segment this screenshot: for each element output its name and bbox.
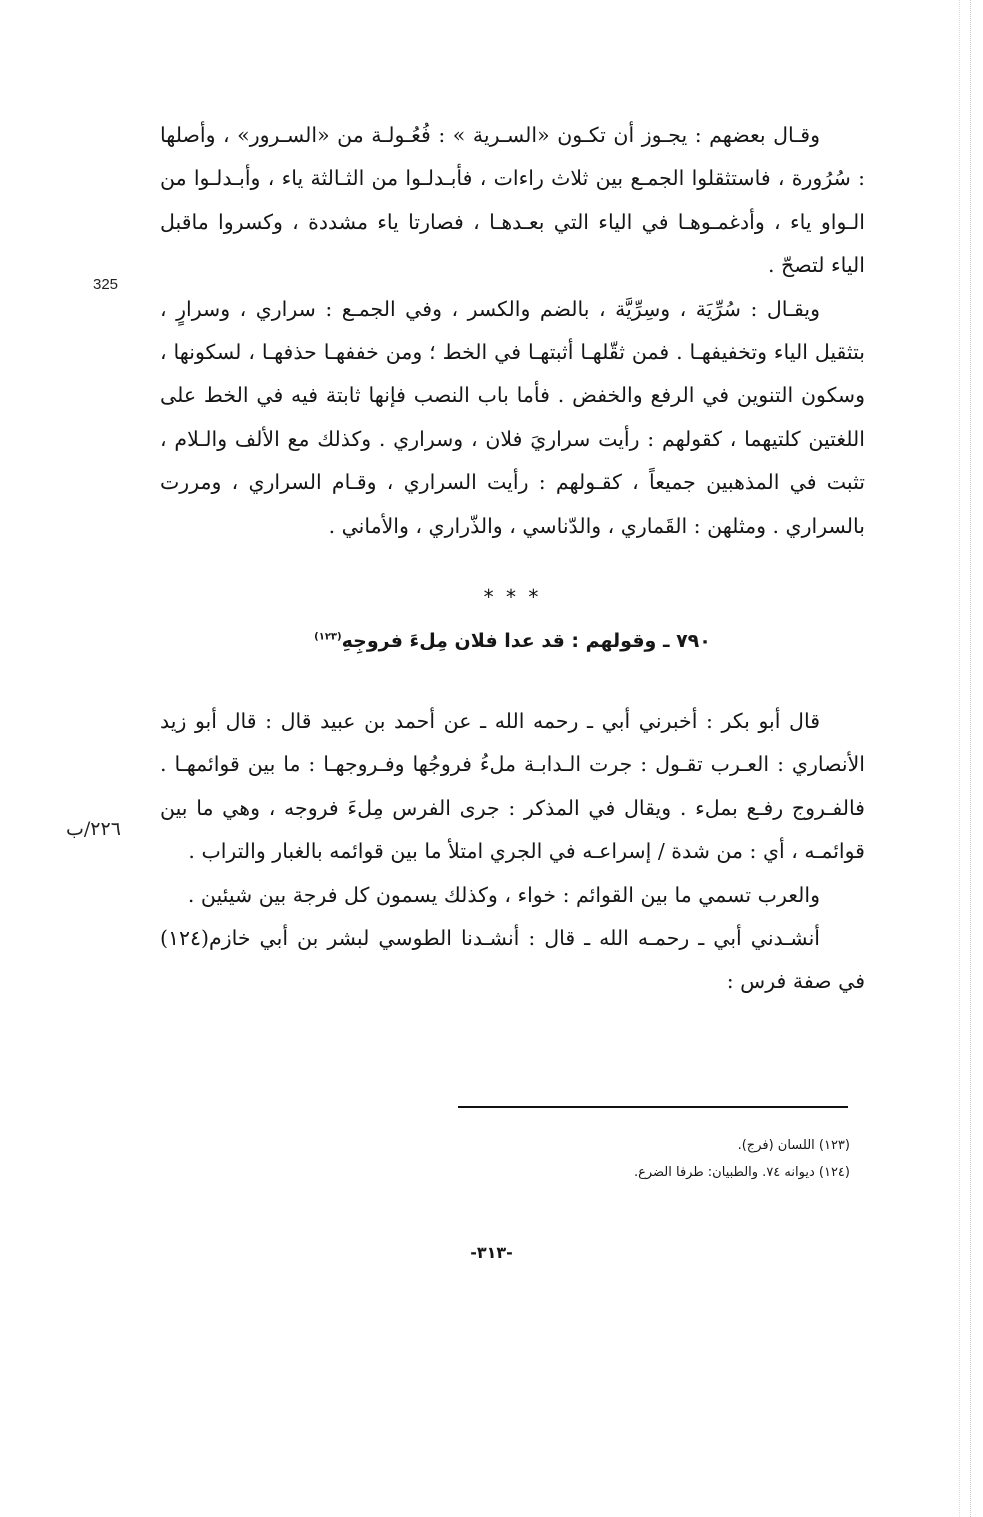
scan-edge-line	[970, 0, 971, 1517]
paragraph: أنشـدني أبي ـ رحمـه الله ـ قال : أنشـدنا الطوسي لبشر بن أبي خازم(١٢٤) في صفة فرس :	[160, 926, 865, 994]
scan-edge-line	[959, 0, 960, 1517]
footnote-reference: (١٢٣)	[314, 631, 342, 643]
footnotes	[400, 1132, 850, 1186]
footnote: (١٢٤) ديوانه ٧٤. والطبيان: طرفا الضرع.	[633, 1165, 850, 1180]
paragraph: قال أبو بكر : أخبرني أبي ـ رحمه الله ـ عن أحمد بن عبيد قال : قال أبو زيد الأنصاري : العـرب تقـول : جرت الـدابـة ملءُ فروجُها وفـروجهـا : ما بين قوائمهـا . فالفـروج رفـع بملء . ويقال في المذكر : جرى الفرس مِلءَ فروجه ، وهي ما بين قوائمـه ، أي : من شدة / إسراعـه في الجري امتلأ ما بين قوائمه بالغبار والتراب .	[160, 709, 865, 864]
margin-page-number: 325	[93, 276, 119, 293]
section-heading-text: ٧٩٠ ـ وقولهم : قد عدا فلان مِلءَ فروجِهِ	[341, 630, 711, 652]
body-text-block-1	[160, 114, 865, 548]
paragraph: وقـال بعضهم : يجـوز أن تكـون «السـرية » : فُعُـولـة من «السـرور» ، وأصلها : سُرُورة ، فاستثقلوا الجمـع بين ثلاث راءات ، فأبـدلـوا من الثـالثة ياء ، وأبـدلـوا من الـواو ياء ، وأدغمـوهـا في الياء التي بعـدهـا ، فصارتا ياء مشددة ، وكسروا ماقبل الياء لتصحّ .	[160, 123, 865, 278]
section-heading	[160, 630, 865, 652]
paragraph: والعرب تسمي ما بين القوائم : خواء ، وكذلك يسمون كل فرجة بين شيئين .	[187, 882, 820, 907]
section-separator: * * *	[483, 585, 542, 609]
page-number: -٣١٣-	[470, 1243, 513, 1262]
body-text-block-2	[160, 700, 865, 1004]
footnote: (١٢٣) اللسان (فرج).	[737, 1138, 850, 1153]
footnote-divider	[458, 1106, 848, 1108]
margin-folio-reference: ٢٢٦/ب	[66, 818, 121, 840]
paragraph: ويقـال : سُرِّيَة ، وسِرِّيَّة ، بالضم والكسر ، وفي الجمـع : سراري ، وسرارٍ ، بتثقيل الياء وتخفيفهـا . فمن ثقّلهـا أثبتهـا في الخط ؛ ومن خففهـا حذفهـا ، لسكونها ، وسكون التنوين في الرفع والخفض . فأما باب النصب فإنها ثابتة فيه في الخط على اللغتين كلتيهما ، كقولهم : رأيت سراريَ فلان ، وسراري . وكذلك مع الألف والـلام ، تثبت في المذهبين جميعاً ، كقـولهم : رأيت السراري ، وقـام السراري ، ومررت بالسراري . ومثلهن : القَماري ، والدّناسي ، والذّراري ، والأماني .	[160, 296, 865, 538]
